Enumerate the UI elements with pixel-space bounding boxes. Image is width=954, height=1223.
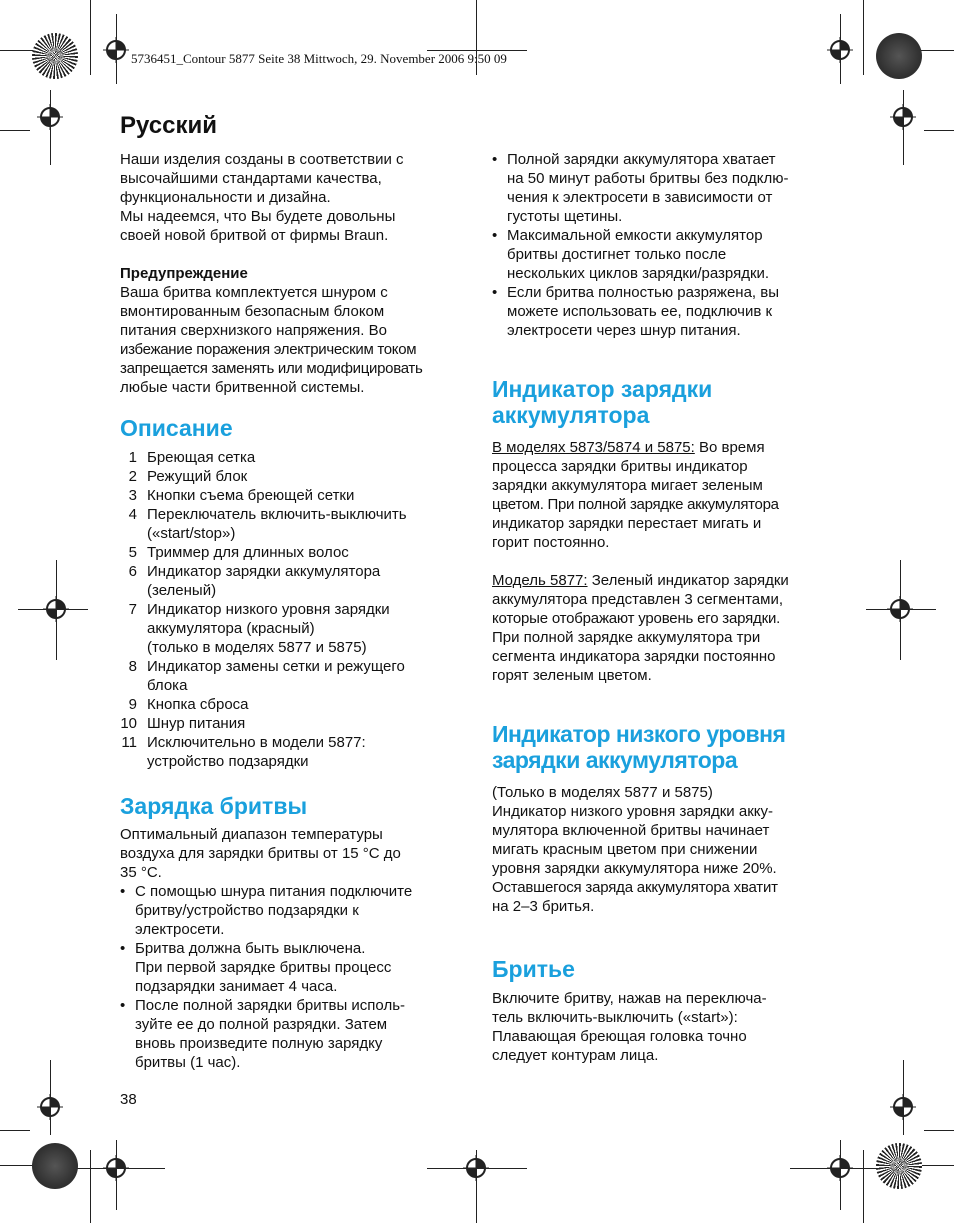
registration-mark-icon xyxy=(463,1155,489,1181)
registration-mark-icon xyxy=(103,1155,129,1181)
crop-mark xyxy=(0,1130,30,1131)
crop-mark xyxy=(90,0,91,75)
shaving-paragraph: Включите бритву, нажав на переключа- тель включить-выключить («start»): Плавающая бреющая головка точно следует контурам лица. xyxy=(492,990,767,1064)
registration-mark-icon xyxy=(37,104,63,130)
registration-mark-icon xyxy=(890,1094,916,1120)
section-heading-charge-indicator: Индикатор зарядки аккумулятора xyxy=(492,376,713,428)
crop-mark xyxy=(0,130,30,131)
list-item: • Если бритва полностью разряжена, вы можете использовать ее, подключив к электросети через шнур питания. xyxy=(492,283,842,340)
charge-indicator-para-2: Модель 5877: Зеленый индикатор зарядки аккумулятора представлен 3 сегментами, которые отображают уровень его зарядки. При полной зарядке аккумулятора три сегмента индикатора зарядки постоянно горят зеленым цветом. xyxy=(492,572,789,684)
list-item: 5 Триммер для длинных волос xyxy=(128,544,349,561)
warning-title: Предупреждение xyxy=(120,265,248,282)
parts-list xyxy=(120,448,470,771)
list-item: 11 Исключительно в модели 5877: устройство подзарядки xyxy=(121,734,366,770)
color-wheel-icon xyxy=(876,1143,922,1189)
list-item: 9 Кнопка сброса xyxy=(128,696,249,713)
list-item: 3 Кнопки съема бреющей сетки xyxy=(128,487,355,504)
page-number: 38 xyxy=(120,1091,137,1108)
warning-section: Предупреждение Ваша бритва комплектуется шнуром с вмонтированным безопасным блоком питания сверхнизкого напряжения. Во избежание поражения электрическим током запрещается заменять или модифицировать любые части бритвенной системы. xyxy=(120,264,470,397)
crop-mark xyxy=(863,1150,864,1223)
color-wheel-icon xyxy=(876,33,922,79)
list-item: 2 Режущий блок xyxy=(128,468,248,485)
registration-mark-icon xyxy=(827,1155,853,1181)
list-item: • Максимальной емкости аккумулятор бритвы достигнет только после нескольких циклов зарядки/разрядки. xyxy=(492,226,842,283)
crop-mark xyxy=(863,0,864,75)
battery-bullets xyxy=(492,150,842,340)
low-indicator-paragraph: (Только в моделях 5877 и 5875) Индикатор низкого уровня зарядки акку- мулятора включенной бритвы начинает мигать красным цветом при снижении уровня зарядки аккумулятора ниже 20%. Оставшегося заряда аккумулятора хватит на 2–3 бритья. xyxy=(492,784,778,915)
color-wheel-icon xyxy=(32,1143,78,1189)
charging-bullets xyxy=(120,882,470,1072)
list-item: 7 Индикатор низкого уровня зарядки аккумулятора (красный) (только в моделях 5877 и 5875) xyxy=(128,601,390,656)
registration-mark-icon xyxy=(890,104,916,130)
list-item: 6 Индикатор зарядки аккумулятора (зеленый) xyxy=(128,563,381,599)
charging-intro: Оптимальный диапазон температуры воздуха для зарядки бритвы от 15 °C до 35 °C. xyxy=(120,826,401,881)
list-item: 4 Переключатель включить-выключить («start/stop») xyxy=(128,506,407,542)
registration-mark-icon xyxy=(37,1094,63,1120)
registration-mark-icon xyxy=(887,596,913,622)
list-item: 8 Индикатор замены сетки и режущего блока xyxy=(128,658,405,694)
registration-mark-icon xyxy=(827,37,853,63)
registration-mark-icon xyxy=(103,37,129,63)
crop-mark xyxy=(90,1150,91,1223)
left-column xyxy=(120,150,470,1072)
section-heading-description: Описание xyxy=(120,415,233,441)
section-heading-charging: Зарядка бритвы xyxy=(120,793,308,819)
color-wheel-icon xyxy=(32,33,78,79)
print-slug: 5736451_Contour 5877 Seite 38 Mittwoch, 29. November 2006 9:50 09 xyxy=(131,51,507,66)
crop-mark xyxy=(924,130,954,131)
list-item: • Бритва должна быть выключена. При первой зарядке бритвы процесс подзарядки занимает 4 часа. xyxy=(120,939,470,996)
section-heading-shaving: Бритье xyxy=(492,956,575,982)
list-item: 1 Бреющая сетка xyxy=(128,449,256,466)
intro-paragraph: Наши изделия созданы в соответствии с высочайшими стандартами качества, функциональности и дизайна. Мы надеемся, что Вы будете довольны своей новой бритвой от фирмы Braun. xyxy=(120,151,404,244)
list-item: • После полной зарядки бритвы исполь- зуйте ее до полной разрядки. Затем вновь произведите полную зарядку бритвы (1 час). xyxy=(120,996,470,1072)
list-item: 10 Шнур питания xyxy=(120,715,246,732)
registration-mark-icon xyxy=(43,596,69,622)
list-item: • Полной зарядки аккумулятора хватает на 50 минут работы бритвы без подклю- чения к электросети в зависимости от густоты щетины. xyxy=(492,150,842,226)
crop-mark xyxy=(924,1130,954,1131)
section-heading-low-indicator: Индикатор низкого уровня зарядки аккумулятора xyxy=(492,721,786,773)
list-item: • С помощью шнура питания подключите бритву/устройство подзарядки к электросети. xyxy=(120,882,470,939)
page-title: Русский xyxy=(120,112,217,139)
charge-indicator-para-1: В моделях 5873/5874 и 5875: Во время процесса зарядки бритвы индикатор зарядки аккумулятора мигает зеленым цветом. При полной зарядке аккумулятора индикатор зарядки перестает мигать и горит постоянно. xyxy=(492,439,779,551)
right-column xyxy=(492,150,842,1065)
